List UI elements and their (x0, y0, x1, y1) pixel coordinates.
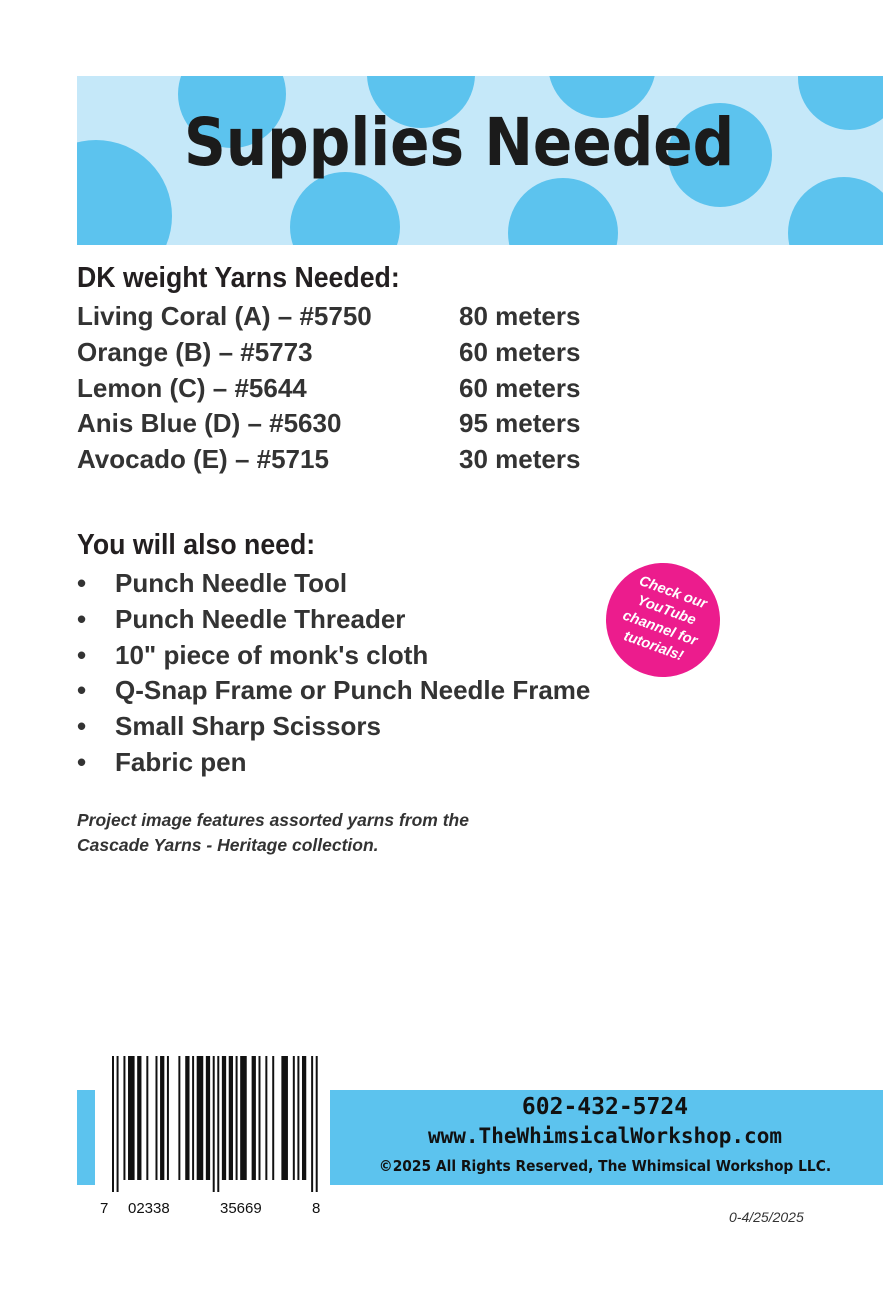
youtube-badge (590, 547, 736, 693)
barcode-bar (123, 1056, 125, 1180)
barcode-bar (240, 1056, 247, 1180)
barcode-digit: 35669 (220, 1200, 262, 1217)
barcode-bar (311, 1056, 313, 1192)
barcode-bar (206, 1056, 210, 1180)
barcode-bar (185, 1056, 189, 1180)
banner-dot (788, 177, 883, 245)
bullet: • (77, 603, 87, 634)
yarn-row (77, 373, 637, 409)
barcode-bar (222, 1056, 226, 1180)
supply-text: Punch Needle Threader (115, 603, 406, 634)
barcode-bar (281, 1056, 288, 1180)
footer-band-left (77, 1090, 95, 1185)
youtube-badge-text: Check our YouTube channel for tutorials! (620, 573, 709, 665)
barcode-bars (112, 1056, 318, 1192)
barcode-bar (229, 1056, 233, 1180)
barcode-digit: 7 (100, 1200, 109, 1217)
supply-text: Small Sharp Scissors (115, 711, 381, 741)
yarn-name: Orange (B) – #5773 (77, 336, 313, 367)
barcode-bar (272, 1056, 274, 1180)
supply-text: 10" piece of monk's cloth (115, 639, 429, 670)
supply-text: Fabric pen (115, 746, 247, 777)
barcode-bar (192, 1056, 194, 1180)
bullet: • (77, 675, 87, 706)
barcode-bar (117, 1056, 119, 1192)
barcode (100, 1052, 330, 1218)
bullet: • (77, 639, 87, 670)
project-note: Project image features assorted yarns from the Cascade Yarns - Heritage collection. (77, 810, 469, 855)
barcode-bar (316, 1056, 318, 1192)
yarns-heading: DK weight Yarns Needed: (77, 262, 400, 294)
yarn-row (77, 408, 637, 444)
barcode-bar (252, 1056, 256, 1180)
yarn-amount: 95 meters (459, 408, 581, 439)
page-title: Supplies Needed (184, 104, 735, 181)
yarn-name: Avocado (E) – #5715 (77, 444, 329, 474)
footer-contact-band (327, 1090, 883, 1185)
barcode-digit: 02338 (128, 1200, 170, 1217)
barcode-bar (302, 1056, 306, 1180)
yarn-name: Lemon (C) – #5644 (77, 372, 307, 403)
contact-website: www.TheWhimsicalWorkshop.com (427, 1124, 782, 1148)
banner-dot (290, 172, 400, 245)
barcode-bar (146, 1056, 148, 1180)
bullet: • (77, 568, 87, 598)
barcode-bar (258, 1056, 260, 1180)
yarn-table (77, 301, 637, 480)
bullet: • (77, 711, 87, 741)
supply-text: Punch Needle Tool (115, 568, 348, 598)
barcode-bar (265, 1056, 267, 1180)
contact-phone: 602-432-5724 (521, 1094, 689, 1120)
yarn-amount: 60 meters (459, 372, 581, 403)
yarn-row (77, 301, 637, 337)
barcode-bar (293, 1056, 295, 1180)
yarn-row (77, 337, 637, 373)
supply-text: Q-Snap Frame or Punch Needle Frame (115, 675, 591, 706)
yarn-row (77, 444, 637, 480)
barcode-bar (128, 1056, 135, 1180)
barcode-bar (297, 1056, 299, 1180)
yarn-name: Living Coral (A) – #5750 (77, 301, 372, 331)
bullet: • (77, 746, 87, 777)
supplies-heading: You will also need: (77, 529, 316, 561)
barcode-bar (197, 1056, 204, 1180)
barcode-digit: 8 (312, 1200, 321, 1217)
barcode-bar (137, 1056, 141, 1180)
barcode-bar (167, 1056, 169, 1180)
yarn-amount: 60 meters (459, 336, 581, 367)
contact-copyright: ©2025 All Rights Reserved, The Whimsical Workshop LLC. (378, 1157, 832, 1175)
barcode-bar (213, 1056, 215, 1192)
barcode-bar (178, 1056, 180, 1180)
yarn-name: Anis Blue (D) – #5630 (77, 408, 342, 439)
barcode-bar (160, 1056, 164, 1180)
banner-dot (508, 178, 618, 245)
revision-code: 0-4/25/2025 (729, 1209, 804, 1225)
yarn-amount: 30 meters (459, 444, 581, 474)
barcode-bar (217, 1056, 219, 1192)
banner-dot (77, 140, 172, 245)
barcode-bar (236, 1056, 238, 1180)
barcode-bar (155, 1056, 157, 1180)
banner-dot (798, 76, 883, 130)
header-banner (77, 76, 883, 245)
barcode-bar (112, 1056, 114, 1192)
yarn-amount: 80 meters (459, 301, 581, 331)
